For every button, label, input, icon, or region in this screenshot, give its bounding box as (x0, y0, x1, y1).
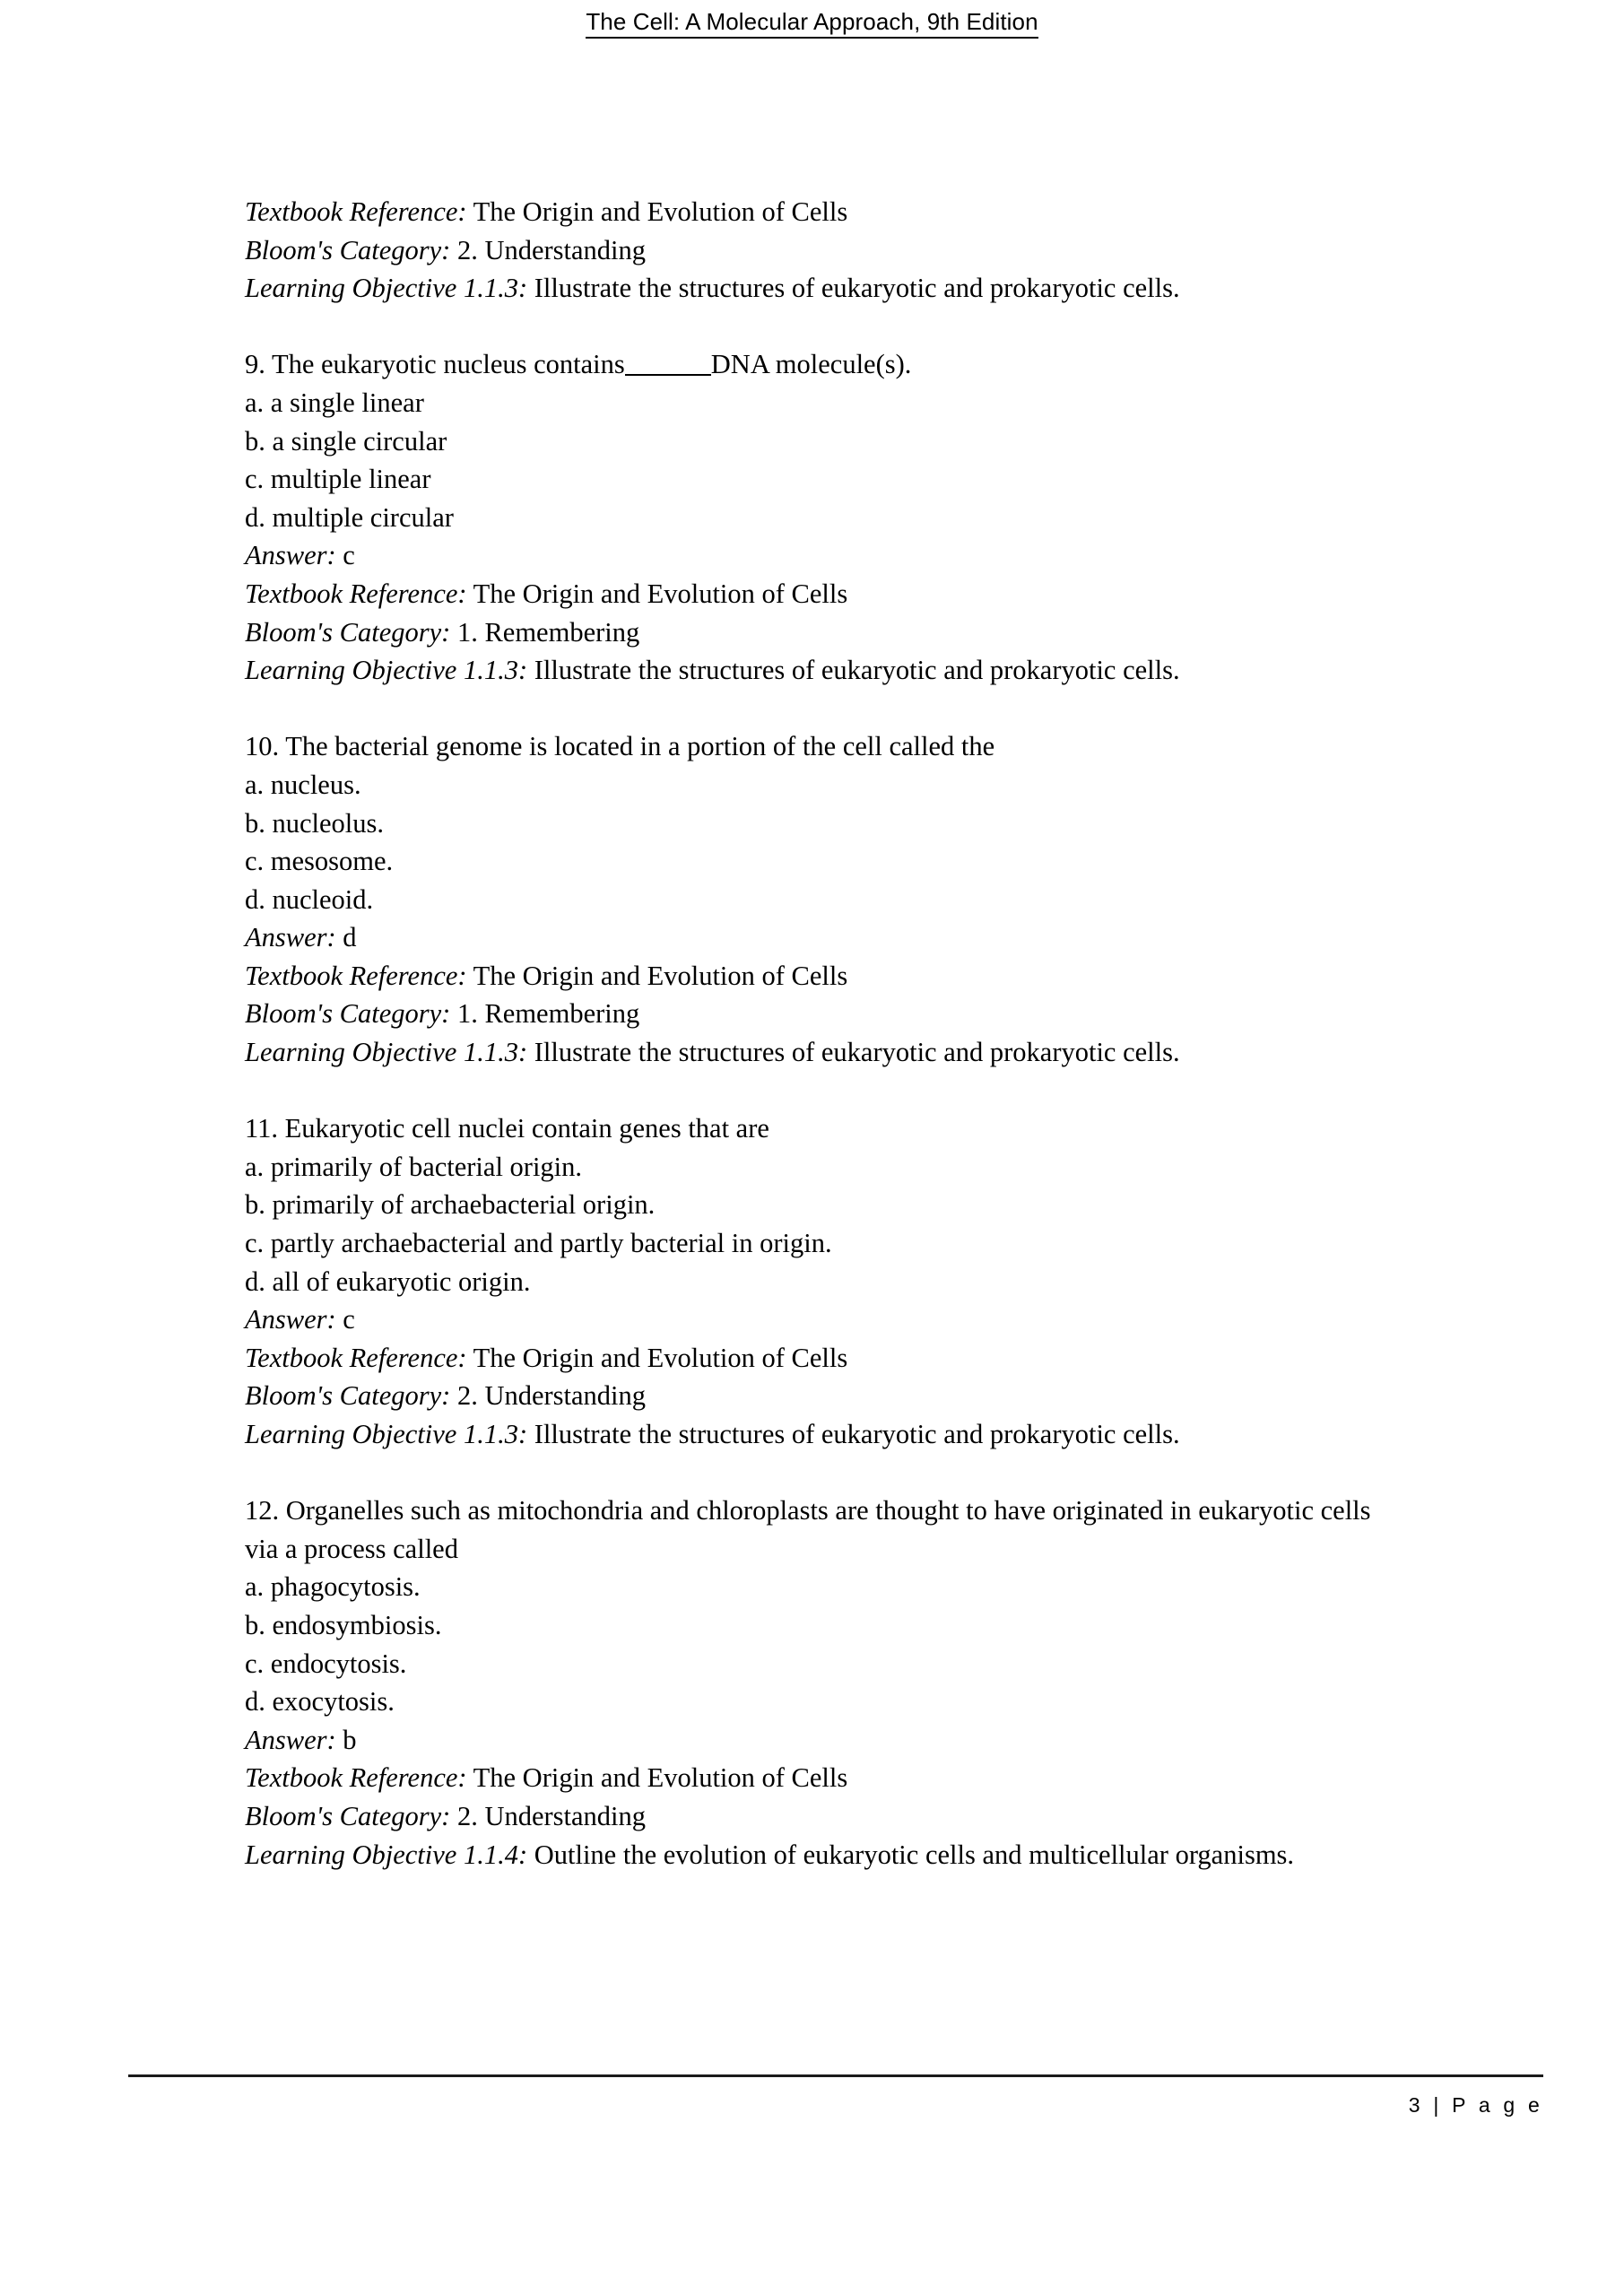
answer-option (245, 1148, 1379, 1187)
answer-option-text: c. partly archaebacterial and partly bacterial in origin. (245, 1228, 832, 1259)
question-text-tail: DNA molecule(s). (710, 349, 912, 380)
learning-objective-line (245, 1836, 1379, 1874)
answer-option (245, 766, 1379, 804)
answer-option (245, 1186, 1379, 1224)
running-header (0, 7, 1624, 39)
answer-option-text: b. a single circular (245, 425, 447, 457)
learning-objective-line (245, 1033, 1379, 1072)
learning-objective-value: Outline the evolution of eukaryotic cells and multicellular organisms. (527, 1839, 1295, 1870)
textbook-reference-value: The Origin and Evolution of Cells (466, 1342, 848, 1373)
field-label: Bloom's Category: (245, 616, 451, 648)
answer-option (245, 1645, 1379, 1683)
learning-objective-line (245, 651, 1379, 690)
answer-line (245, 918, 1379, 957)
textbook-reference-value: The Origin and Evolution of Cells (466, 1762, 848, 1794)
answer-option-text: a. a single linear (245, 387, 424, 418)
question-stem (245, 1109, 1379, 1148)
question-block (245, 1109, 1379, 1453)
answer-option (245, 499, 1379, 537)
question-text: 11. Eukaryotic cell nuclei contain genes that are (245, 1113, 769, 1144)
answer-option-text: d. nucleoid. (245, 883, 374, 915)
answer-option-text: a. phagocytosis. (245, 1571, 421, 1603)
document-body (245, 193, 1379, 1874)
field-label: Learning Objective 1.1.3: (245, 655, 528, 686)
textbook-reference-value: The Origin and Evolution of Cells (466, 196, 848, 227)
answer-blank (625, 374, 711, 376)
answer-option (245, 881, 1379, 919)
learning-objective-value: Illustrate the structures of eukaryotic and prokaryotic cells. (527, 655, 1180, 686)
answer-option-text: d. all of eukaryotic origin. (245, 1265, 531, 1297)
learning-objective-line (245, 1415, 1379, 1454)
answer-line (245, 1300, 1379, 1339)
answer-option (245, 460, 1379, 499)
field-label: Textbook Reference: (245, 960, 467, 991)
learning-objective-value: Illustrate the structures of eukaryotic and prokaryotic cells. (527, 1037, 1180, 1068)
answer-option (245, 1683, 1379, 1721)
blooms-category-value: 1. Remembering (450, 998, 640, 1030)
textbook-reference-line (245, 957, 1379, 996)
answer-option (245, 1263, 1379, 1301)
field-label: Bloom's Category: (245, 234, 451, 265)
answer-option-text: a. primarily of bacterial origin. (245, 1151, 583, 1182)
footer-divider (128, 2074, 1543, 2077)
textbook-reference-line (245, 193, 1379, 231)
field-label: Learning Objective 1.1.3: (245, 273, 528, 304)
textbook-reference-line (245, 1759, 1379, 1797)
answer-line (245, 1721, 1379, 1760)
answer-option-text: d. multiple circular (245, 501, 454, 533)
answer-option-text: b. primarily of archaebacterial origin. (245, 1189, 656, 1221)
answer-option (245, 384, 1379, 422)
field-label: Answer: (245, 1724, 336, 1755)
learning-objective-value: Illustrate the structures of eukaryotic and prokaryotic cells. (527, 1419, 1180, 1449)
learning-objective-value: Illustrate the structures of eukaryotic and prokaryotic cells. (527, 273, 1180, 304)
question-stem (245, 727, 1379, 766)
learning-objective-line (245, 269, 1379, 308)
answer-option (245, 842, 1379, 881)
field-label: Textbook Reference: (245, 196, 467, 227)
blooms-category-line (245, 1377, 1379, 1415)
field-label: Learning Objective 1.1.3: (245, 1037, 528, 1068)
field-label: Learning Objective 1.1.3: (245, 1419, 528, 1449)
answer-option-text: d. exocytosis. (245, 1686, 395, 1718)
textbook-reference-value: The Origin and Evolution of Cells (466, 960, 848, 991)
answer-value: c (335, 1304, 355, 1335)
field-label: Bloom's Category: (245, 998, 451, 1030)
field-label: Textbook Reference: (245, 1762, 467, 1794)
running-header-title: The Cell: A Molecular Approach, 9th Edition (586, 7, 1038, 39)
blooms-category-line (245, 613, 1379, 652)
answer-value: d (335, 922, 357, 953)
field-label: Textbook Reference: (245, 578, 467, 609)
blooms-category-line (245, 231, 1379, 270)
answer-option-text: c. multiple linear (245, 464, 431, 495)
blooms-category-value: 2. Understanding (450, 1800, 647, 1831)
answer-value: b (335, 1724, 357, 1755)
question-stem (245, 1492, 1379, 1568)
question-block (245, 1492, 1379, 1874)
question-text: 10. The bacterial genome is located in a portion of the cell called the (245, 731, 995, 762)
blooms-category-value: 2. Understanding (450, 1380, 647, 1412)
answer-option (245, 804, 1379, 843)
field-label: Answer: (245, 540, 336, 571)
page-number-footer: 3 | P a g e (1408, 2093, 1543, 2117)
field-label: Answer: (245, 1304, 336, 1335)
metadata-block (245, 193, 1379, 308)
answer-option-text: c. endocytosis. (245, 1648, 407, 1679)
question-block (245, 345, 1379, 689)
answer-option (245, 1568, 1379, 1606)
answer-option-text: b. endosymbiosis. (245, 1609, 442, 1640)
question-stem (245, 345, 1379, 384)
answer-option-text: c. mesosome. (245, 846, 394, 877)
answer-line (245, 536, 1379, 575)
answer-option (245, 422, 1379, 461)
textbook-reference-line (245, 1339, 1379, 1378)
question-text: 12. Organelles such as mitochondria and chloroplasts are thought to have originated in eukaryotic cells via a process called (245, 1495, 1371, 1564)
blooms-category-line (245, 995, 1379, 1033)
field-label: Answer: (245, 922, 336, 953)
textbook-reference-line (245, 575, 1379, 613)
question-text: 9. The eukaryotic nucleus contains (245, 349, 625, 380)
textbook-reference-value: The Origin and Evolution of Cells (466, 578, 848, 609)
field-label: Bloom's Category: (245, 1800, 451, 1831)
answer-option (245, 1224, 1379, 1263)
answer-option-text: a. nucleus. (245, 769, 361, 800)
blooms-category-line (245, 1797, 1379, 1836)
field-label: Textbook Reference: (245, 1342, 467, 1373)
field-label: Learning Objective 1.1.4: (245, 1839, 528, 1870)
answer-option (245, 1606, 1379, 1645)
answer-option-text: b. nucleolus. (245, 807, 385, 839)
question-block (245, 727, 1379, 1071)
field-label: Bloom's Category: (245, 1380, 451, 1412)
blooms-category-value: 2. Understanding (450, 234, 647, 265)
answer-value: c (335, 540, 355, 571)
blooms-category-value: 1. Remembering (450, 616, 640, 648)
